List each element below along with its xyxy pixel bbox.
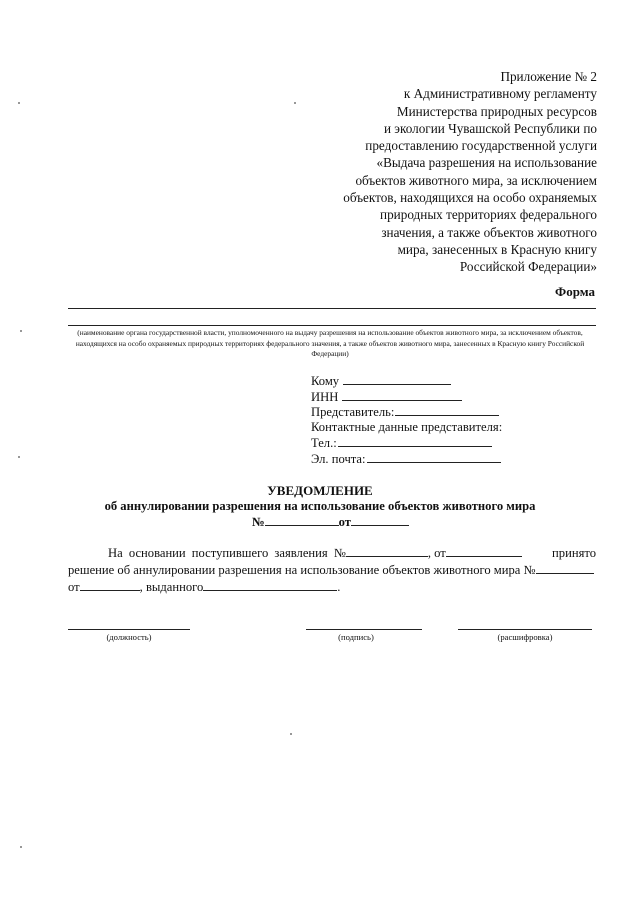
appendix-line: к Административному регламенту [403, 86, 597, 102]
application-number-field[interactable] [346, 545, 428, 557]
application-date-field[interactable] [446, 545, 522, 557]
notice-date-field[interactable] [351, 514, 409, 526]
representative-field[interactable] [395, 404, 499, 416]
organ-name-line-2 [68, 325, 596, 326]
email-label: Эл. почта: [311, 451, 366, 466]
recipient-to-label: Кому [311, 374, 340, 388]
organ-name-line-1 [68, 308, 596, 309]
issued-by-field[interactable] [203, 579, 337, 591]
scan-speck [290, 733, 292, 735]
permit-number-field[interactable] [536, 562, 594, 574]
permit-date-field[interactable] [80, 579, 140, 591]
decoding-signature-line[interactable] [458, 629, 592, 630]
signature-label: (подпись) [338, 632, 374, 642]
appendix-line: объектов животного мира, за исключением [355, 172, 597, 188]
phone-label: Тел.: [311, 436, 337, 451]
contacts-label: Контактные данные представителя: [311, 419, 503, 434]
body-line3-a: от [68, 580, 80, 594]
appendix-line: Приложение № 2 [500, 69, 597, 84]
appendix-line: Министерства природных ресурсов [396, 103, 597, 119]
appendix-line: предоставлению государственной услуги [365, 138, 597, 154]
notice-number-row [252, 514, 409, 530]
recipient-block [311, 373, 502, 467]
appendix-line: значения, а также объектов животного [381, 224, 597, 240]
number-prefix: № [252, 515, 265, 529]
appendix-line: природных территориях федерального [380, 207, 597, 223]
appendix-line: «Выдача разрешения на использование [376, 155, 597, 171]
organ-caption: (наименование органа государственной власти, уполномоченного на выдачу разрешения на использование объектов животного мира, за исключением объектов, находящихся на особо охраняемых природных территориях федерального значения, а также объектов животного мира, занесенных в Красную книгу Российской Федерации) [75, 328, 585, 359]
notice-number-field[interactable] [265, 514, 339, 526]
email-field[interactable] [367, 451, 501, 463]
appendix-header [307, 68, 597, 276]
appendix-line: и экологии Чувашской Республики по [383, 120, 597, 136]
decoding-label: (расшифровка) [497, 632, 553, 642]
appendix-line: Российской Федерации» [459, 259, 597, 275]
scan-speck [20, 330, 22, 332]
scan-speck [294, 102, 296, 104]
appendix-line: мира, занесенных в Красную книгу [397, 241, 597, 257]
form-label: Форма [555, 284, 595, 299]
scan-speck [20, 846, 22, 848]
scan-speck [18, 456, 20, 458]
notice-title: УВЕДОМЛЕНИЕ [267, 483, 373, 498]
body-line1-a: На основании поступившего заявления № [108, 546, 346, 560]
body-line3-c: . [337, 580, 341, 594]
appendix-line: объектов, находящихся на особо охраняемых [343, 190, 597, 206]
phone-field[interactable] [338, 435, 492, 447]
representative-label: Представитель: [311, 405, 395, 420]
recipient-inn-label: ИНН [311, 389, 339, 404]
scan-speck [18, 102, 20, 104]
recipient-to-field[interactable] [343, 373, 451, 385]
position-signature-line[interactable] [68, 629, 190, 630]
notice-body [68, 545, 596, 596]
recipient-inn-field[interactable] [342, 389, 462, 401]
signature-line[interactable] [306, 629, 422, 630]
position-label: (должность) [106, 632, 152, 642]
notice-subtitle: об аннулировании разрешения на использование объектов животного мира [104, 499, 536, 513]
body-line1-b: , от [427, 546, 446, 560]
date-prefix: от [338, 515, 351, 529]
body-line3-b: , выданного [139, 580, 204, 594]
body-line2-a: решение об аннулировании разрешения на использование объектов животного мира № [68, 563, 536, 577]
body-line1-c: принято [552, 546, 596, 560]
